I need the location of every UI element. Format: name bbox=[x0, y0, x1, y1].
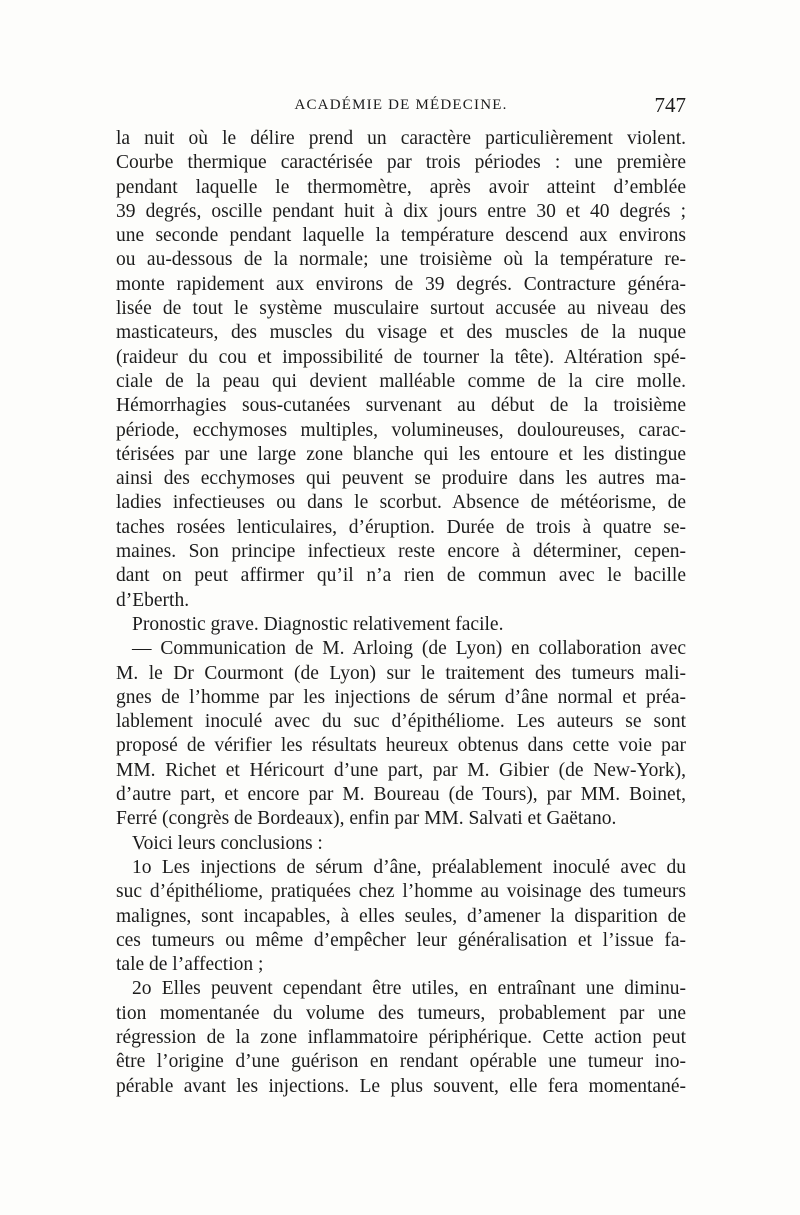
text-line: Courbe thermique caractérisée par trois périodes : une première bbox=[116, 152, 686, 174]
running-title: ACADÉMIE DE MÉDECINE. bbox=[294, 97, 508, 113]
page-number: 747 bbox=[654, 93, 686, 117]
text-line: la nuit où le délire prend un caractère particulièrement violent. bbox=[116, 128, 686, 149]
text-line: suc d’épithéliome, pratiquées chez l’homme au voisinage des tumeurs bbox=[116, 881, 686, 903]
text-line: ainsi des ecchymoses qui peuvent se produire dans les autres ma- bbox=[116, 468, 686, 490]
text-line: pérable avant les injections. Le plus souvent, elle fera momentané- bbox=[116, 1075, 686, 1097]
text-line: — Communication de M. Arloing (de Lyon) en collaboration avec bbox=[132, 638, 686, 660]
text-line: pendant laquelle le thermomètre, après avoir atteint d’emblée bbox=[116, 176, 686, 198]
text-line: ladies infectieuses ou dans le scorbut. Absence de météorisme, de bbox=[116, 492, 686, 514]
text-line: tale de l’affection ; bbox=[116, 954, 264, 976]
text-line: d’Eberth. bbox=[116, 589, 190, 611]
text-line: d’autre part, et encore par M. Boureau (de Tours), par MM. Boinet, bbox=[116, 784, 686, 806]
text-line: Hémorrhagies sous-cutanées survenant au début de la troisième bbox=[116, 395, 686, 417]
text-line: masticateurs, des muscles du visage et des muscles de la nuque bbox=[116, 322, 686, 344]
text-line: une seconde pendant laquelle la température descend aux environs bbox=[116, 225, 686, 247]
text-line: M. le Dr Courmont (de Lyon) sur le traitement des tumeurs mali- bbox=[116, 662, 686, 684]
text-line: 1o Les injections de sérum d’âne, préalablement inoculé avec du bbox=[132, 856, 686, 878]
text-line: 39 degrés, oscille pendant huit à dix jours entre 30 et 40 degrés ; bbox=[116, 200, 686, 222]
text-line: 2o Elles peuvent cependant être utiles, en entraînant une diminu- bbox=[132, 978, 686, 1000]
text-line: période, ecchymoses multiples, volumineuses, douloureuses, carac- bbox=[116, 419, 686, 441]
text-line: régression de la zone inflammatoire périphérique. Cette action peut bbox=[116, 1026, 686, 1048]
text-line: taches rosées lenticulaires, d’éruption. Durée de trois à quatre se- bbox=[116, 516, 686, 538]
text-line: maines. Son principe infectieux reste encore à déterminer, cepen- bbox=[116, 541, 686, 563]
text-line: Pronostic grave. Diagnostic relativement facile. bbox=[132, 613, 504, 635]
text-line: proposé de vérifier les résultats heureux obtenus dans cette voie par bbox=[116, 735, 686, 757]
text-line: Voici leurs conclusions : bbox=[132, 832, 323, 854]
text-line: malignes, sont incapables, à elles seules, d’amener la disparition de bbox=[116, 905, 686, 927]
text-line: ou au-dessous de la normale; une troisième où la température re- bbox=[116, 249, 686, 271]
text-line: Ferré (congrès de Bordeaux), enfin par MM. Salvati et Gaëtano. bbox=[116, 808, 617, 830]
text-line: dant on peut affirmer qu’il n’a rien de commun avec le bacille bbox=[116, 565, 686, 587]
text-line: (raideur du cou et impossibilité de tourner la tête). Altération spé- bbox=[116, 346, 686, 368]
text-line: MM. Richet et Héricourt d’une part, par M. Gibier (de New-York), bbox=[116, 759, 686, 781]
running-head bbox=[116, 93, 686, 123]
text-line: ciale de la peau qui devient malléable comme de la cire molle. bbox=[116, 370, 686, 392]
text-line: monte rapidement aux environs de 39 degrés. Contracture généra- bbox=[116, 273, 686, 295]
text-line: gnes de l’homme par les injections de sérum d’âne normal et préa- bbox=[116, 686, 686, 708]
text-line: tion momentanée du volume des tumeurs, probablement par une bbox=[116, 1002, 686, 1024]
text-line: ces tumeurs ou même d’empêcher leur généralisation et l’issue fa- bbox=[116, 929, 686, 951]
text-line: être l’origine d’une guérison en rendant opérable une tumeur ino- bbox=[116, 1051, 686, 1073]
text-line: térisées par une large zone blanche qui les entoure et les distingue bbox=[116, 443, 686, 465]
text-line: lablement inoculé avec du suc d’épithéliome. Les auteurs se sont bbox=[116, 711, 686, 733]
body-text bbox=[116, 127, 686, 1099]
text-line: lisée de tout le système musculaire surtout accusée au niveau des bbox=[116, 298, 686, 320]
